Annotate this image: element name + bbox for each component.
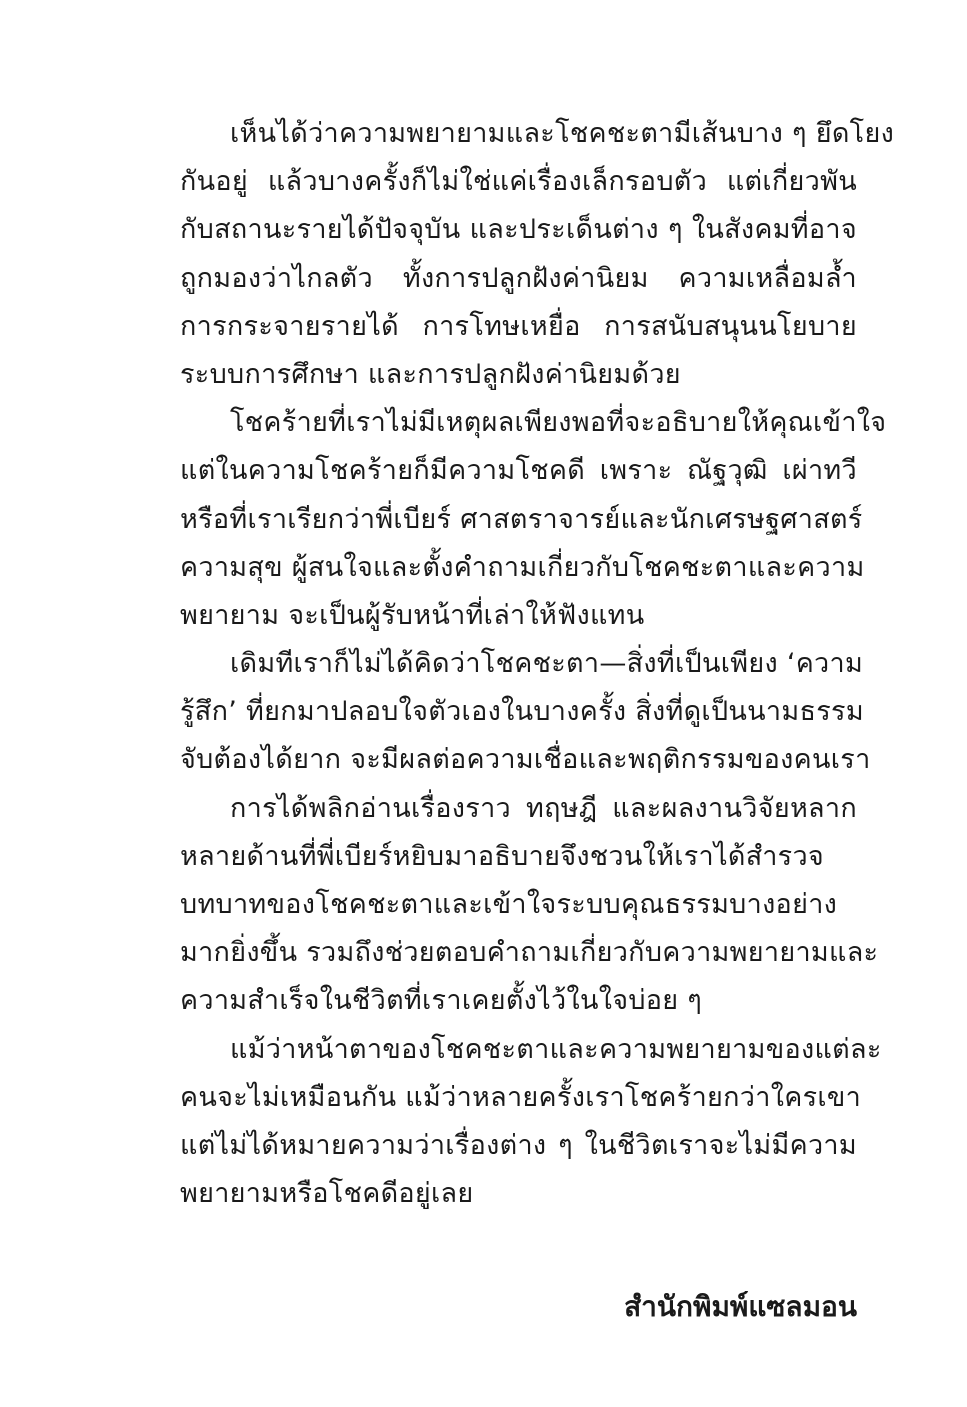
paragraph-1: [180, 110, 895, 399]
text-line: กับสถานะรายได้ปัจจุบัน และประเด็นต่าง ๆ ในสังคมที่อาจ: [180, 214, 857, 246]
text-line: มากยิ่งขึ้น รวมถึงช่วยตอบคำถามเกี่ยวกับความพยายามและ: [180, 937, 879, 969]
text-line: ความสำเร็จในชีวิตที่เราเคยตั้งไว้ในใจบ่อย ๆ: [180, 985, 703, 1017]
text-line: การได้พลิกอ่านเรื่องราว ทฤษฎี และผลงานวิจัยหลาก: [230, 792, 857, 824]
text-line: หลายด้านที่พี่เบียร์หยิบมาอธิบายจึงชวนให้เราได้สำรวจ: [180, 840, 825, 872]
text-line: คนจะไม่เหมือนกัน แม้ว่าหลายครั้งเราโชคร้ายกว่าใครเขา: [180, 1081, 862, 1113]
text-line: โชคร้ายที่เราไม่มีเหตุผลเพียงพอที่จะอธิบายให้คุณเข้าใจ: [230, 407, 887, 439]
text-line: เดิมทีเราก็ไม่ได้คิดว่าโชคชะตา—สิ่งที่เป็นเพียง ‘ความ: [230, 648, 864, 680]
text-line: ระบบการศึกษา และการปลูกฝังค่านิยมด้วย: [180, 358, 681, 390]
text-line: ถูกมองว่าไกลตัว ทั้งการปลูกฝังค่านิยม ความเหลื่อมล้ำ: [180, 262, 857, 294]
paragraph-4: [180, 785, 879, 1026]
text-line: พยายาม จะเป็นผู้รับหน้าที่เล่าให้ฟังแทน: [180, 599, 645, 631]
text-line: แต่ไม่ได้หมายความว่าเรื่องต่าง ๆ ในชีวิตเราจะไม่มีความ: [180, 1129, 857, 1161]
text-line: แม้ว่าหน้าตาของโชคชะตาและความพยายามของแต่ละ: [230, 1033, 882, 1065]
paragraph-2: [180, 399, 887, 640]
text-line: ความสุข ผู้สนใจและตั้งคำถามเกี่ยวกับโชคชะตาและความ: [180, 551, 865, 583]
body-text: [180, 110, 895, 1218]
text-line: เห็นได้ว่าความพยายามและโชคชะตามีเส้นบาง ๆ ยึดโยง: [230, 118, 895, 149]
text-line: การกระจายรายได้ การโทษเหยื่อ การสนับสนุนนโยบาย: [180, 310, 857, 342]
paragraph-5: [180, 1026, 882, 1219]
text-line: บทบาทของโชคชะตาและเข้าใจระบบคุณธรรมบางอย่าง: [180, 889, 838, 920]
paragraph-3: [180, 640, 871, 785]
text-line: แต่ในความโชคร้ายก็มีความโชคดี เพราะ ณัฐวุฒิ เผ่าทวี: [180, 455, 857, 487]
publisher-signature: สำนักพิมพ์แซลมอน: [624, 1290, 857, 1323]
text-line: พยายามหรือโชคดีอยู่เลย: [180, 1178, 474, 1210]
text-line: รู้สึก’ ที่ยกมาปลอบใจตัวเองในบางครั้ง สิ่งที่ดูเป็นนามธรรม: [180, 696, 864, 728]
text-line: กันอยู่ แล้วบางครั้งก็ไม่ใช่แค่เรื่องเล็กรอบตัว แต่เกี่ยวพัน: [180, 166, 857, 198]
text-line: จับต้องได้ยาก จะมีผลต่อความเชื่อและพฤติกรรมของคนเรา: [180, 744, 871, 776]
text-line: หรือที่เราเรียกว่าพี่เบียร์ ศาสตราจารย์และนักเศรษฐศาสตร์: [180, 503, 863, 535]
